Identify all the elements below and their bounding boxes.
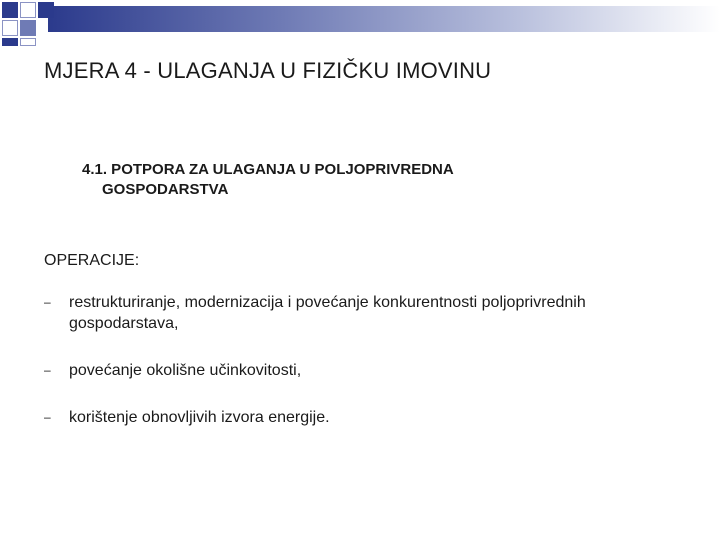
list-item-text: povećanje okolišne učinkovitosti, <box>69 362 302 379</box>
list-item-text: restrukturiranje, modernizacija i povećanje konkurentnosti poljoprivrednih gospodarstava, <box>69 294 586 332</box>
operations-heading: OPERACIJE: <box>44 252 140 269</box>
list-item <box>44 360 684 381</box>
list-item-text: korištenje obnovljivih izvora energije. <box>69 409 330 426</box>
decorative-square <box>20 38 36 46</box>
bullet-dash: – <box>44 295 51 309</box>
decorative-square <box>2 38 18 46</box>
decorative-square <box>20 20 36 36</box>
header-gradient-bar <box>48 6 720 32</box>
bullet-dash: – <box>44 363 51 377</box>
decorative-square <box>2 2 18 18</box>
subtitle-line-1: 4.1. POTPORA ZA ULAGANJA U POLJOPRIVREDNA <box>82 161 454 178</box>
list-item <box>44 407 684 428</box>
list-item <box>44 292 684 334</box>
decorative-square <box>20 2 36 18</box>
operations-list <box>44 292 684 428</box>
bullet-dash: – <box>44 410 51 424</box>
slide-subtitle <box>82 160 602 200</box>
slide-title: MJERA 4 - ULAGANJA U FIZIČKU IMOVINU <box>44 58 492 83</box>
decorative-square <box>2 20 18 36</box>
decorative-square <box>38 2 54 18</box>
decorative-header-band <box>0 0 720 36</box>
subtitle-line-2: GOSPODARSTVA <box>102 181 229 198</box>
